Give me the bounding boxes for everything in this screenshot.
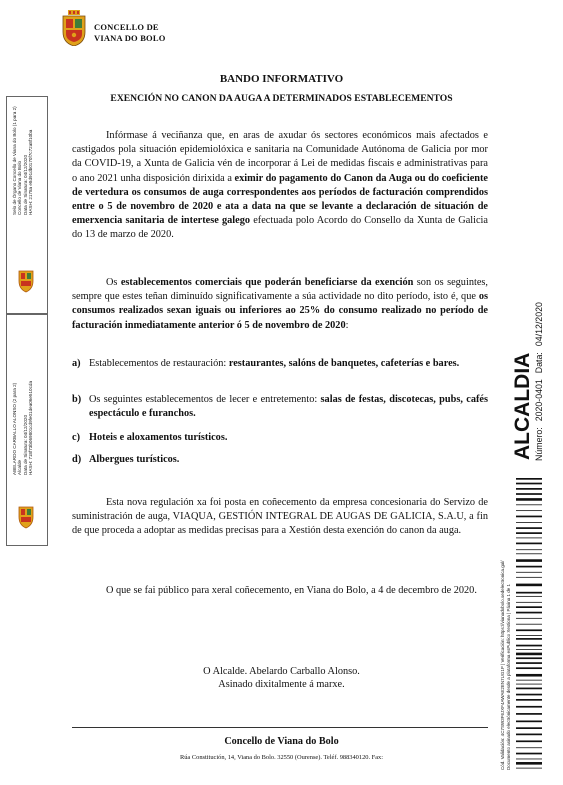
stamp-2-text — [12, 381, 33, 475]
organization-name — [94, 22, 166, 44]
footer-organization: Concello de Viana do Bolo — [224, 736, 339, 747]
footer-address: Rúa Constitución, 14, Viana do Bolo. 32550 (Ourense). Teléf. 988340120. Fax: — [179, 754, 384, 761]
list-item-bold: salas de festas, discotecas, pubs, cafés espectáculo e furanchos. — [89, 394, 488, 420]
estab-bold-1: establecementos comerciais que poderán beneficiarse da exención — [120, 277, 414, 288]
stamp-1-line: Selo de Órgano Concello de Viana do Bolo (1 para 2) — [12, 106, 17, 215]
seal-icon — [17, 269, 35, 293]
number-value: 2020-0401 — [534, 379, 544, 422]
list-item-label: b) — [72, 394, 82, 405]
list-item-bold: restaurantes, salóns de banquetes, cafeterías e bares. — [228, 358, 460, 369]
document-title: BANDO INFORMATIVO — [219, 73, 344, 85]
signature-block — [0, 665, 563, 691]
stamp-2-line: ABELARDO CARBALLO ALONSO (2 para 2) — [12, 382, 17, 475]
list-item — [72, 357, 488, 371]
stamp-2-line: HASH: 718f73b069801cd9fe01dea06e510cda — [27, 381, 33, 475]
paragraph-closing: O que se fai público para xeral coñecemento, en Viana do Bolo, a 4 de decembro de 2020. — [106, 585, 477, 596]
list-item — [72, 393, 488, 421]
org-line-2: VIANA DO BOLO — [94, 33, 166, 43]
registry-stamp — [497, 302, 557, 466]
intro-text-2: efectuada polo Acordo do Consello da Xunta de Galicia do 13 de marzo de 2020. — [72, 215, 488, 241]
list-item-text: Establecementos de restauración: — [89, 358, 229, 369]
stamp-1-line: Concello de Viana do Bolo — [17, 160, 23, 215]
validation-line: Documento asinado electrónicamente desde a plataforma esPublico Xestiona | Páxina 1 de 1 — [505, 583, 511, 770]
registry-number-date — [534, 296, 544, 461]
paragraph-intro — [72, 129, 488, 243]
list-item-bold: Albergues turísticos. — [89, 454, 180, 465]
intro-text-1: Infórmase á veciñanza que, en aras de axudar ós sectores económicos mais afectados e castigados pola situación epidemiolóxica e sanitaria na Comunidade Autónoma de Galicia por mor da COVID-19, a Xunta de Galicia vén de incorporar á Lei de medidas fiscais e administrativas para o ano 2021 unha disposición dirixida a — [72, 130, 488, 184]
signature-name: O Alcalde. Abelardo Carballo Alonso. — [203, 666, 360, 677]
stamp-1-line: Data de Sinatura: 04/12/2020 — [22, 154, 28, 215]
footer-divider — [72, 727, 488, 728]
list-item-label: a) — [72, 358, 81, 369]
list-item-label: d) — [72, 454, 82, 465]
barcode — [516, 478, 542, 770]
document-subtitle: EXENCIÓN NO CANON DA AUGA A DETERMINADOS ESTABLECEMENTOS — [110, 93, 453, 104]
estab-text-2: son os seguintes, sempre que estes teñan diminuído significativamente a súa actividade no dito período, isto é, que — [72, 277, 488, 303]
list-item-bold: Hoteis e aloxamentos turísticos. — [89, 432, 228, 443]
list-item-label: c) — [72, 432, 80, 443]
stamp-1-line: HASH: 2178a e8d91db0170f7c72a8f10ba — [27, 129, 33, 215]
signature-stamp-box-1 — [6, 96, 48, 314]
list-item — [72, 453, 488, 467]
number-label: Número: — [534, 427, 544, 461]
stamp-2-line: Alcalde — [17, 459, 23, 475]
date-value: 04/12/2020 — [534, 302, 544, 347]
list-item — [72, 431, 488, 445]
estab-text-1: Os — [106, 277, 121, 288]
validation-line: Cód. Validación: 4C7SW3F6JXF4AWAE2EN7UG1P | Verificación: https://vianadobolo.sedelectronica.gal/ — [500, 560, 505, 770]
signature-note: Asinado dixitalmente á marxe. — [218, 679, 345, 690]
estab-text-3: : — [345, 319, 349, 331]
department-label: ALCALDIA — [511, 352, 534, 460]
paragraph-establishments — [72, 276, 488, 333]
signature-stamp-box-2 — [6, 314, 48, 546]
date-label: Data: — [534, 352, 544, 374]
org-line-1: CONCELLO DE — [94, 22, 159, 32]
intro-bold-1: eximir do pagamento do Canon da Auga ou do coeficiente de vertedura os consumos de auga correspondentes aos períodos de facturación comprendidos entre o 5 de novembro de 2020 e ata a data na que se levante a declaración de situación de emerxencia sanitaria de intertese galego — [72, 172, 488, 227]
stamp-1-text — [12, 106, 33, 215]
coat-of-arms-logo — [60, 10, 88, 46]
list-item-text: Os seguintes establecementos de lecer e entretemento: — [89, 394, 321, 405]
estab-bold-2: os consumos realizados sexan iguais ou inferiores ao 25% do consumo realizado no período de facturación inmediatamente anterior ó 5 de novembro de 2020 — [72, 291, 488, 331]
paragraph-viaqua: Esta nova regulación xa foi posta en coñecemento da empresa concesionaria do Servizo de suministración de auga, VIAQUA, GESTIÓN INTEGRAL DE AUGAS DE GALICIA, S.A.U, a fin de que proceda a adoptar as medidas precisas para a Xestión desta exención do canon da auga. — [72, 497, 488, 537]
seal-icon — [17, 505, 35, 529]
stamp-2-line: Data de Sinatura: 04/12/2020 — [22, 414, 28, 475]
